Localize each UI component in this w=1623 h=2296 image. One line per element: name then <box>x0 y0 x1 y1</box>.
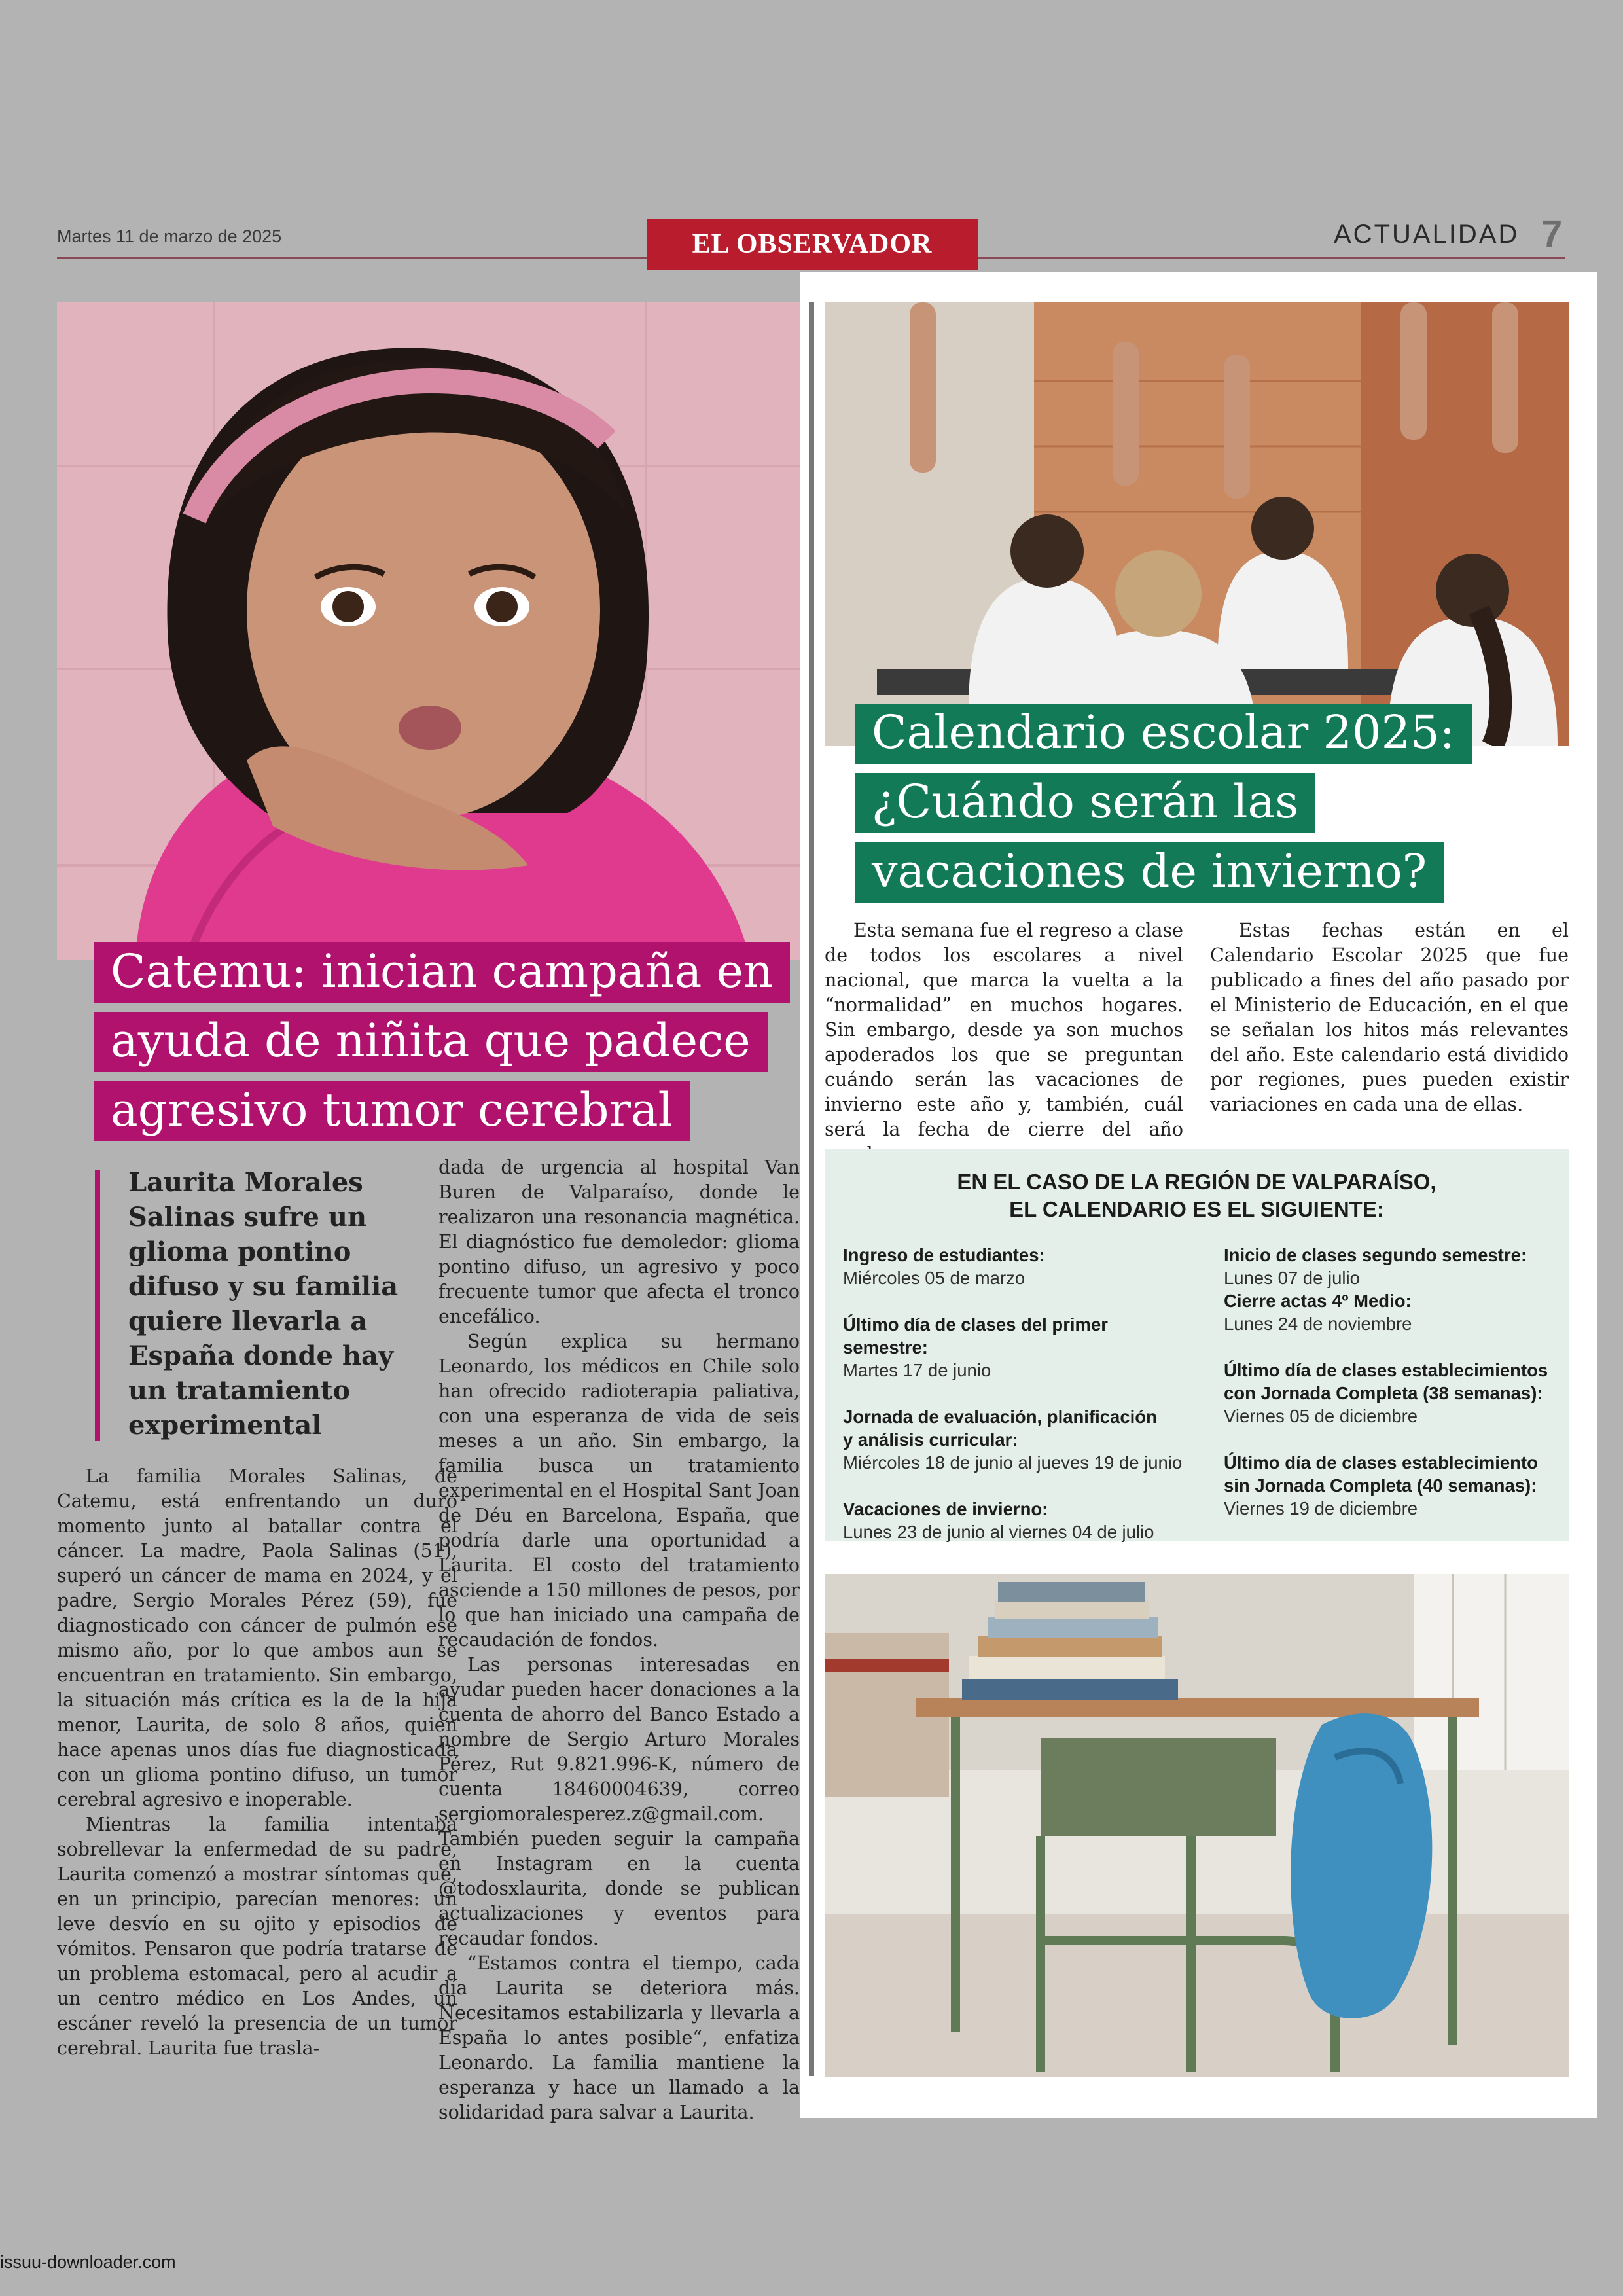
calendar-item <box>843 1498 1196 1543</box>
calendar-item-label: Inicio de clases segundo semestre: <box>1224 1245 1527 1265</box>
calendar-item-label: Último día de clases del primer semestre: <box>843 1314 1109 1357</box>
left-headline <box>94 942 774 1151</box>
calendar-item-label: Ingreso de estudiantes: <box>843 1245 1045 1265</box>
right-article-body <box>825 918 1569 1167</box>
body-paragraph: La familia Morales Salinas, de Catemu, está enfrentando un duro momento junto al batallar contra el cáncer. La madre, Paola Salinas (51), superó un cáncer de mama en 2024, y el padre, Sergio Morales Pérez (59), fue diagnosticado con cáncer de pulmón ese mismo año, por lo que ambos aun se encuentran en tratamiento. Sin embargo, la situación más crítica es la de la hija menor, Laurita, de solo 8 años, quien hace apenas unos días fue diagnosticada con un glioma pontino difuso, un tumor cerebral agresivo e inoperable. <box>57 1465 457 1810</box>
column-divider <box>809 302 814 2076</box>
issue-date: Martes 11 de marzo de 2025 <box>57 226 282 246</box>
body-paragraph: Estas fechas están en el Calendario Escolar 2025 que fue publicado a fines del año pasado por el Ministerio de Educación, en el que se señalan los hitos más relevantes del año. Este calendario está dividido por regiones, pues pueden existir variaciones en cada una de ellas. <box>1210 920 1569 1115</box>
classroom-photo <box>825 302 1569 746</box>
right-article-column-1 <box>825 918 1183 1167</box>
calendar-item-value: Viernes 05 de diciembre <box>1224 1406 1418 1426</box>
right-headline <box>855 704 1516 912</box>
desk-books-photo <box>825 1574 1569 2077</box>
watermark-url: issuu-downloader.com <box>0 2252 176 2272</box>
calendar-item <box>1224 1289 1558 1335</box>
calendar-item-value: Miércoles 05 de marzo <box>843 1268 1026 1288</box>
calendar-title <box>825 1168 1569 1223</box>
girl-photo <box>57 302 800 960</box>
calendar-item-label: Vacaciones de invierno: <box>843 1499 1048 1519</box>
right-headline-line: vacaciones de invierno? <box>855 842 1444 903</box>
calendar-item-value: Miércoles 18 de junio al jueves 19 de junio <box>843 1452 1183 1473</box>
left-headline-line: agresivo tumor cerebral <box>94 1081 690 1141</box>
newspaper-logo: EL OBSERVADOR <box>647 219 978 270</box>
calendar-item <box>843 1405 1183 1474</box>
body-paragraph: “Estamos contra el tiempo, cada día Laurita se deteriora más. Necesitamos estabilizarla y llevarla a España lo antes posible“, enfatiza Leonardo. La familia mantiene la esperanza y hace un llamado a la solidaridad para salvar a Laurita. <box>438 1952 800 2123</box>
body-paragraph: Las personas interesadas en ayudar pueden hacer donaciones a la cuenta de ahorro del Banco Estado a nombre de Sergio Arturo Morales Pérez, Rut 9.821.996-K, número de cuenta 18460004639, correo sergiomoralesperez.z@gmail.com. También pueden seguir la campaña en Instagram en la cuenta @todosxlaurita, donde se publican actualizaciones y eventos para recaudar fondos. <box>438 1654 800 1949</box>
calendar-column-left <box>843 1244 1196 1567</box>
calendar-title-line: EN EL CASO DE LA REGIÓN DE VALPARAÍSO, <box>957 1170 1436 1194</box>
calendar-column-right <box>1224 1244 1558 1543</box>
deck-accent-bar <box>95 1170 100 1441</box>
calendar-item <box>843 1313 1196 1382</box>
calendar-item-value: Martes 17 de junio <box>843 1360 991 1380</box>
calendar-item <box>1224 1359 1558 1427</box>
calendar-item-label: Jornada de evaluación, planificación y análisis curricular: <box>843 1407 1157 1450</box>
section-name: ACTUALIDAD <box>1334 220 1520 249</box>
article-deck: Laurita Morales Salinas sufre un glioma pontino difuso y su familia quiere llevarla a España donde hay un tratamiento experimental <box>128 1167 399 1441</box>
right-headline-line: ¿Cuándo serán las <box>855 773 1315 833</box>
calendar-item-label: Último día de clases establecimientos con Jornada Completa (38 semanas): <box>1224 1360 1548 1403</box>
body-paragraph: Mientras la familia intentaba sobrellevar la enfermedad de su padre, Laurita comenzó a mostrar síntomas que, en un principio, parecían menores: un leve desvío en su ojito y episodios de vómitos. Pensaron que podría tratarse de un problema estomacal, pero al acudir a un centro médico en Los Andes, un escáner reveló la presencia de un tumor cerebral. Laurita fue trasla- <box>57 1814 457 2059</box>
page-number: 7 <box>1541 213 1563 255</box>
body-paragraph: Esta semana fue el regreso a clase de todos los escolares a nivel nacional, que marca la vuelta a la “normalidad” en muchos hogares. Sin embargo, desde ya son muchos apoderados los que se preguntan cuándo serán las vacaciones de invierno este año y, también, cuál será la fecha de cierre del año <box>825 920 1183 1140</box>
right-article-column-2 <box>1210 918 1569 1167</box>
calendar-title-line: EL CALENDARIO ES EL SIGUIENTE: <box>1009 1197 1384 1221</box>
left-article-column-1 <box>57 1464 457 2061</box>
calendar-item <box>1224 1451 1558 1520</box>
left-article-column-2 <box>438 1155 800 2125</box>
right-headline-line: Calendario escolar 2025: <box>855 704 1472 764</box>
calendar-item <box>843 1244 1196 1289</box>
calendar-item-label: Cierre actas 4º Medio: <box>1224 1291 1412 1311</box>
body-paragraph: dada de urgencia al hospital Van Buren de Valparaíso, donde le realizaron una resonancia magnética. El diagnóstico fue demoledor: glioma pontino difuso, un agresivo y poco frecuente tumor que afecta el tronco encefálico. <box>438 1157 800 1327</box>
calendar-item-value: Lunes 24 de noviembre <box>1224 1314 1412 1334</box>
calendar-item-label: Último día de clases establecimiento sin Jornada Completa (40 semanas): <box>1224 1452 1538 1496</box>
calendar-item <box>1224 1244 1558 1289</box>
calendar-item-value: Lunes 07 de julio <box>1224 1268 1360 1288</box>
left-headline-line: Catemu: inician campaña en <box>94 942 790 1003</box>
calendar-box <box>825 1149 1569 1541</box>
left-headline-line: ayuda de niñita que padece <box>94 1012 768 1072</box>
body-paragraph: Según explica su hermano Leonardo, los médicos en Chile solo han ofrecido radioterapia paliativa, con una esperanza de vida de seis meses a un año. Sin embargo, la familia busca un tratamiento experimental en el Hospital Sant Joan de Déu en Barcelona, España, que podría darle una oportunidad a Laurita. El costo del tratamiento asciende a 150 millones de pesos, por lo que han iniciado una campaña de recaudación de fondos. <box>438 1331 800 1651</box>
calendar-item-value: Lunes 23 de junio al viernes 04 de julio <box>843 1522 1154 1542</box>
calendar-item-value: Viernes 19 de diciembre <box>1224 1498 1418 1518</box>
